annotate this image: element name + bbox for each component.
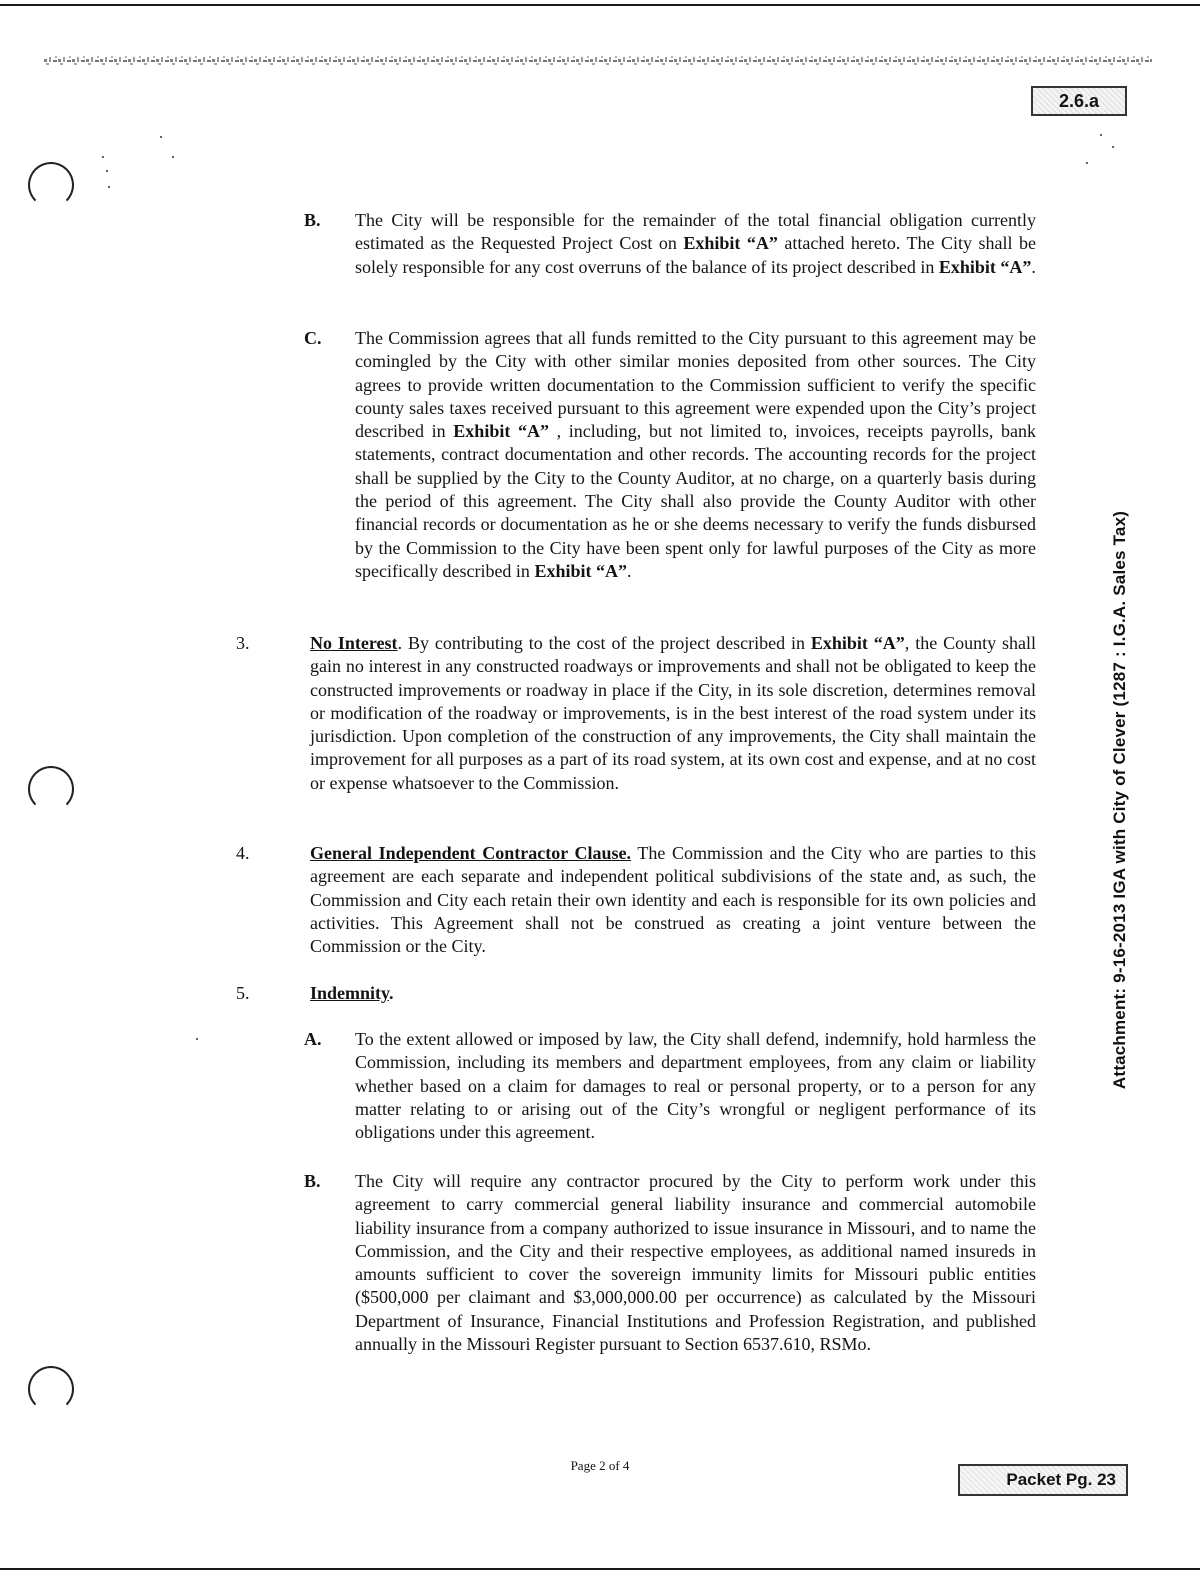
exhibit-reference: Exhibit “A” — [683, 233, 778, 254]
section-number-4: 4. — [236, 843, 250, 863]
exhibit-reference: Exhibit “A” — [534, 560, 627, 581]
text-run: . — [1031, 256, 1036, 277]
paragraph-2c — [355, 327, 1036, 583]
top-scan-border — [0, 4, 1200, 6]
text-run: . — [389, 983, 394, 1003]
paragraph-3-no-interest — [310, 632, 1036, 795]
page-number-footer: Page 2 of 4 — [570, 1458, 630, 1473]
paragraph-5-indemnity — [310, 982, 1036, 1005]
exhibit-reference: Exhibit “A” — [810, 633, 905, 653]
scan-noise-strip — [44, 56, 1152, 66]
scan-speck — [1086, 162, 1088, 164]
scan-speck — [172, 156, 174, 158]
exhibit-reference: Exhibit “A” — [938, 256, 1032, 277]
bottom-scan-border — [0, 1568, 1200, 1570]
scan-speck — [196, 1038, 198, 1040]
text-run: The Commission agrees that all funds remitted to the City pursuant to this agreement may be comingled by the City with other similar monies deposited from other sources. The City agrees to provide written documentation to the Commission sufficient to verify the specific county sales taxes received pursuant to this agreement were expended upon the City’s project described in — [355, 328, 1036, 442]
text-run: The Commission and the City who are parties to this agreement are each separate and independent political subdivisions of the state and, as such, the Commission and City each retain their own identity and each is responsible for its own policies and activities. This Agreement shall not be construed as creating a joint venture between the Commission or the City. — [310, 843, 1036, 957]
text-run: The City will require any contractor procured by the City to perform work under this agreement to carry commercial general liability insurance and commercial automobile liability insurance from a company authorized to issue insurance in Missouri, and to name the Commission, and the City and their respective employees, as additional named insureds in amounts sufficient to cover the sovereign immunity limits for Missouri public entities ($500,000 per claimant and $3,000,000.00 per occurrence) as calculated by the Missouri Department of Insurance, Financial Institutions and Profession Registration, and published annually in the Missouri Register pursuant to Section 6537.610, RSMo. — [355, 1171, 1036, 1355]
text-run: attached hereto. The City shall be solely responsible for any cost overruns of the balance of its project described in — [355, 233, 1036, 277]
exhibit-reference: Exhibit “A” — [453, 421, 549, 442]
subsection-marker-2c: C. — [304, 328, 322, 348]
scan-speck — [1100, 134, 1102, 136]
scan-speck — [1112, 146, 1114, 148]
paragraph-5a — [355, 1028, 1036, 1144]
section-heading-contractor-clause: General Independent Contractor Clause. — [310, 843, 632, 863]
hole-punch-mark — [28, 1366, 74, 1412]
scan-speck — [108, 186, 110, 188]
document-index-stamp: 2.6.a — [1031, 86, 1127, 116]
hole-punch-mark — [28, 766, 74, 812]
scan-speck — [106, 170, 108, 172]
text-run: . By contributing to the cost of the project described in — [397, 633, 811, 653]
section-heading-indemnity: Indemnity — [310, 983, 390, 1003]
section-number-3: 3. — [236, 633, 250, 653]
text-run: The City will be responsible for the remainder of the total financial obligation currently estimated as the Requested Project Cost on — [355, 210, 1036, 254]
packet-page-stamp: Packet Pg. 23 — [958, 1464, 1128, 1496]
scan-speck — [160, 136, 162, 138]
section-number-5: 5. — [236, 983, 250, 1003]
text-run: , including, but not limited to, invoices, receipts payrolls, bank statements, contract documentation and other records. The accounting records for the project shall be supplied by the City to the County Auditor, at no charge, on a quarterly basis during the period of this agreement. The City shall also provide the County Auditor with other financial records or documentation as he or she deems necessary to verify the funds disbursed by the Commission to the City have been spent only for lawful purposes of the City as more specifically described in — [355, 421, 1036, 581]
text-run: , the County shall gain no interest in any constructed roadways or improvements and shall not be obligated to keep the constructed improvements or roadway in place if the City, in its sole discretion, determines removal or modification of the roadway or improvements, is in the best interest of the road system under its jurisdiction. Upon completion of the construction of any improvements, the City shall maintain the improvement for all purposes as a part of its road system, at its own cost and expense, and at no cost or expense whatsoever to the Commission. — [310, 633, 1036, 793]
paragraph-5b — [355, 1170, 1036, 1356]
text-run: . — [626, 560, 632, 581]
section-heading-no-interest: No Interest — [310, 633, 398, 653]
subsection-marker-5b: B. — [304, 1171, 321, 1191]
subsection-marker-5a: A. — [304, 1029, 322, 1049]
paragraph-2b — [355, 209, 1036, 279]
scan-speck — [102, 156, 104, 158]
text-run: To the extent allowed or imposed by law, the City shall defend, indemnify, hold harmless the Commission, including its members and department employees, from any claim or liability whether based on a claim for damages to real or personal property, or to a person for any matter relating to or arising out of the City’s wrongful or negligent performance of its obligations under this agreement. — [355, 1029, 1036, 1143]
attachment-side-text: Attachment: 9-16-2013 IGA with City of Clever (1287 : I.G.A. Sales Tax) — [1110, 510, 1129, 1090]
subsection-marker-2b: B. — [304, 210, 321, 230]
hole-punch-mark — [28, 162, 74, 208]
paragraph-4-contractor-clause — [310, 842, 1036, 958]
